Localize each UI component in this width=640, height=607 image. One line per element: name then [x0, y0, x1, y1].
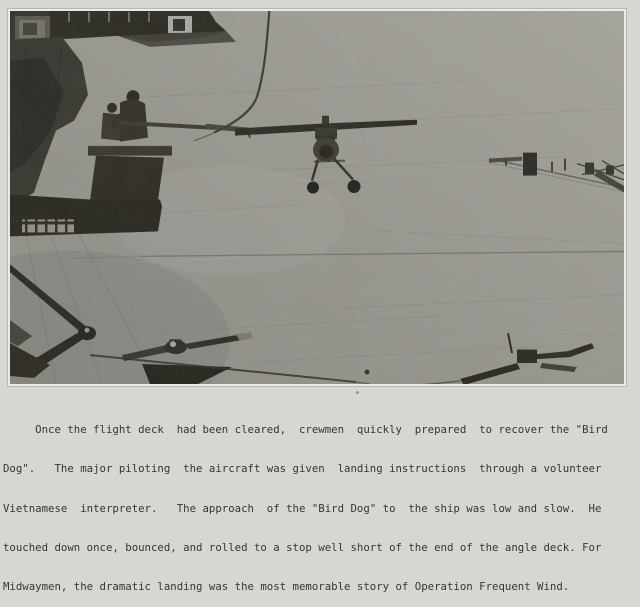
scan-mottle-overlay — [10, 11, 624, 384]
flight-deck-photograph — [8, 9, 626, 386]
caption-line-5: Midwaymen, the dramatic landing was the most memorable story of Operation Frequent Wind. — [3, 580, 570, 594]
photo-caption — [3, 397, 637, 607]
caption-line-2: Dog". The major piloting the aircraft was given landing instructions through a volunteer — [3, 462, 602, 476]
caption-line-4: touched down once, bounced, and rolled to a stop well short of the end of the angle deck. For — [3, 541, 602, 555]
caption-line-1: Once the flight deck had been cleared, crewmen quickly prepared to recover the "Bird — [3, 423, 608, 437]
dust-speck — [356, 391, 359, 394]
photo-illustration — [10, 11, 624, 384]
caption-line-3: Vietnamese interpreter. The approach of the "Bird Dog" to the ship was low and slow. He — [3, 501, 602, 515]
